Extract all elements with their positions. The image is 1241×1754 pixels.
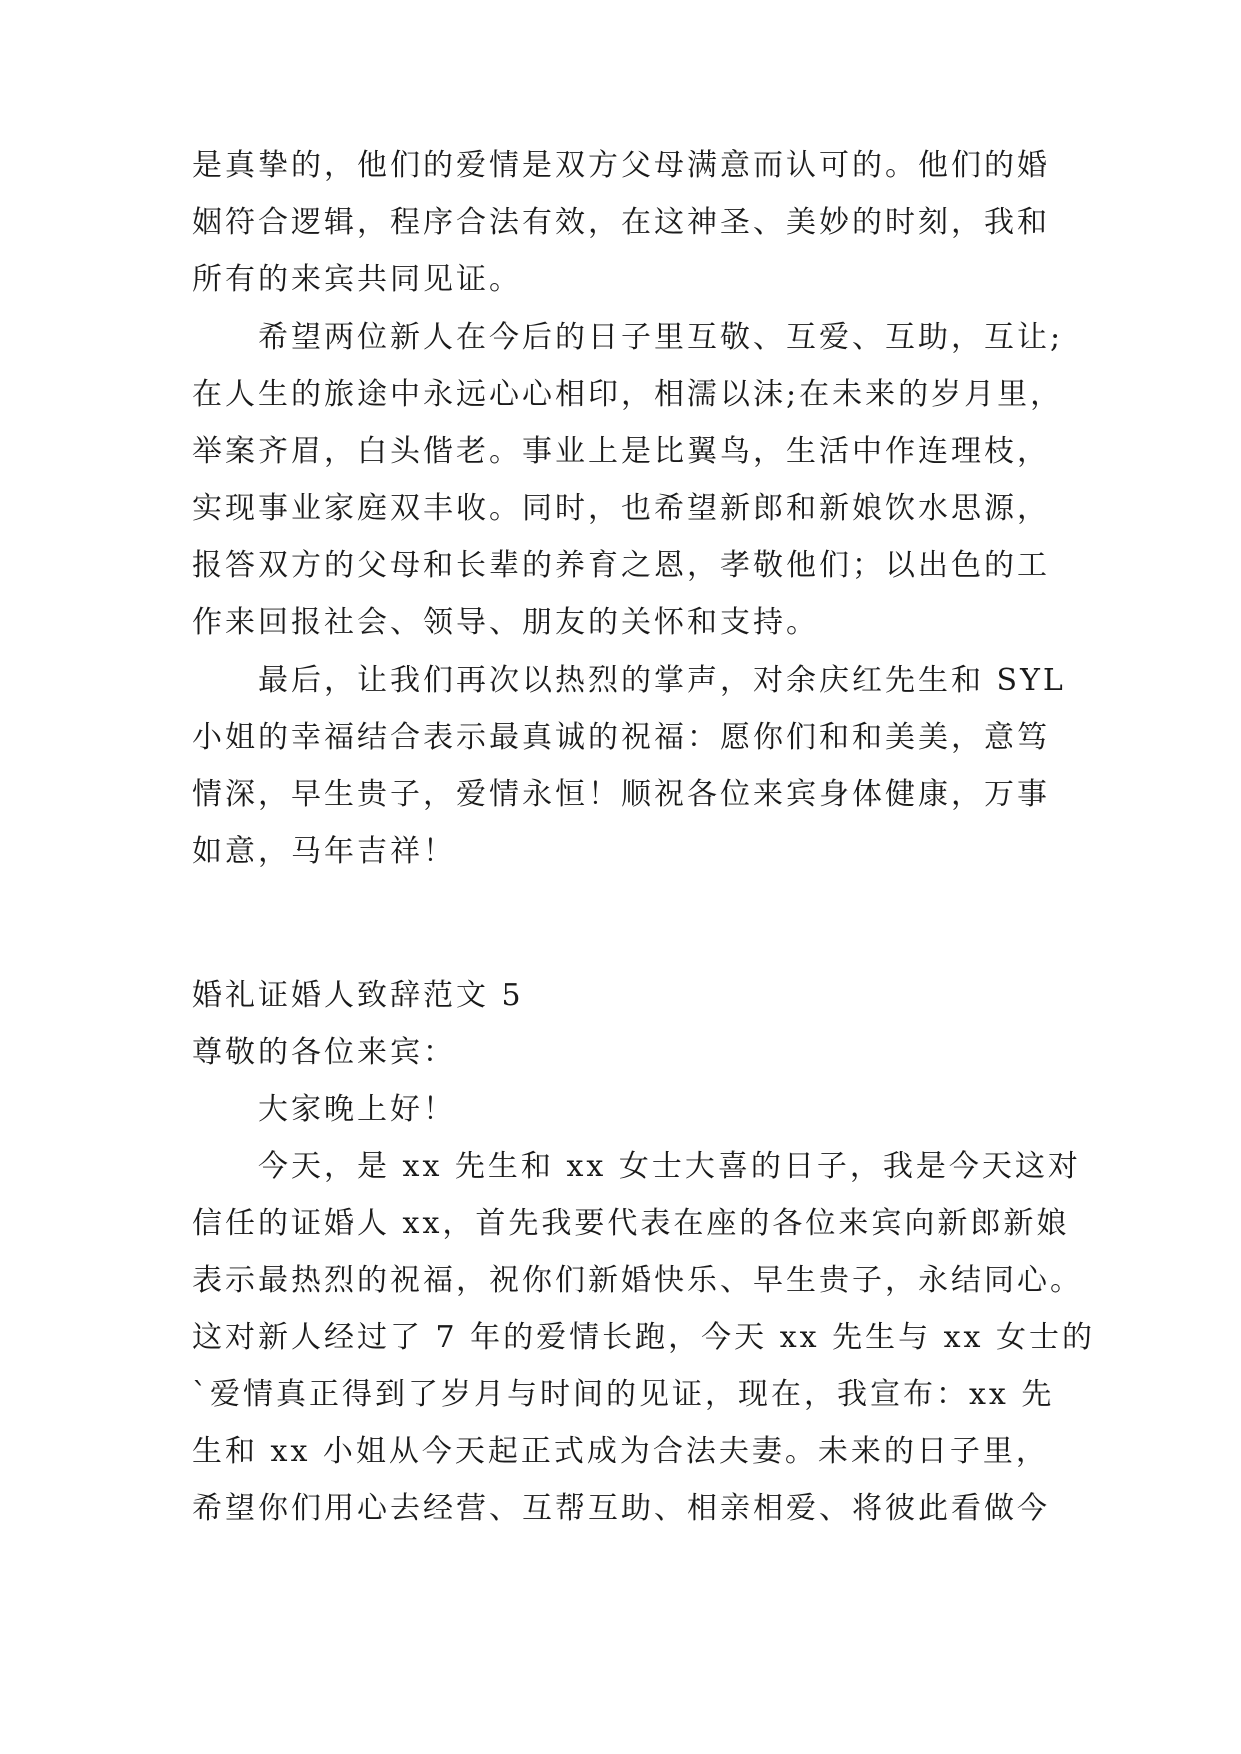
paragraph-first-line: 希望两位新人在今后的日子里互敬、互爱、互助，互让;: [258, 320, 1064, 355]
text-line: 表示最热烈的祝福，祝你们新婚快乐、早生贵子，永结同心。: [192, 1263, 1083, 1298]
text-line: 信任的证婚人 xx，首先我要代表在座的各位来宾向新郎新娘: [192, 1206, 1070, 1241]
text-line: 报答双方的父母和长辈的养育之恩，孝敬他们；以出色的工: [192, 548, 1050, 583]
greeting: 大家晚上好！: [258, 1092, 456, 1127]
text-line: 实现事业家庭双丰收。同时，也希望新郎和新娘饮水思源，: [192, 491, 1050, 526]
text-line: 小姐的幸福结合表示最真诚的祝福：愿你们和和美美，意笃: [192, 720, 1050, 755]
text-line: `爱情真正得到了岁月与时间的见证，现在，我宣布：xx 先: [192, 1377, 1055, 1412]
text-line: 是真挚的，他们的爱情是双方父母满意而认可的。他们的婚: [192, 148, 1050, 183]
text-line: 作来回报社会、领导、朋友的关怀和支持。: [192, 605, 819, 640]
salutation: 尊敬的各位来宾：: [192, 1035, 456, 1070]
text-line: 如意，马年吉祥！: [192, 834, 456, 869]
text-line: 情深，早生贵子，爱情永恒！顺祝各位来宾身体健康，万事: [192, 777, 1050, 812]
paragraph-first-line: 最后，让我们再次以热烈的掌声，对余庆红先生和 SYL: [258, 663, 1066, 698]
paragraph-first-line: 今天，是 xx 先生和 xx 女士大喜的日子，我是今天这对: [258, 1149, 1081, 1184]
text-line: 姻符合逻辑，程序合法有效，在这神圣、美妙的时刻，我和: [192, 205, 1050, 240]
text-line: 在人生的旅途中永远心心相印，相濡以沫;在未来的岁月里，: [192, 377, 1064, 412]
text-line: 生和 xx 小姐从今天起正式成为合法夫妻。未来的日子里，: [192, 1434, 1049, 1469]
text-line: 所有的来宾共同见证。: [192, 262, 522, 297]
text-line: 希望你们用心去经营、互帮互助、相亲相爱、将彼此看做今: [192, 1491, 1050, 1526]
text-line: 这对新人经过了 7 年的爱情长跑，今天 xx 先生与 xx 女士的: [192, 1320, 1095, 1355]
text-line: 举案齐眉，白头偕老。事业上是比翼鸟，生活中作连理枝，: [192, 434, 1050, 469]
section-heading: 婚礼证婚人致辞范文 5: [192, 978, 524, 1013]
